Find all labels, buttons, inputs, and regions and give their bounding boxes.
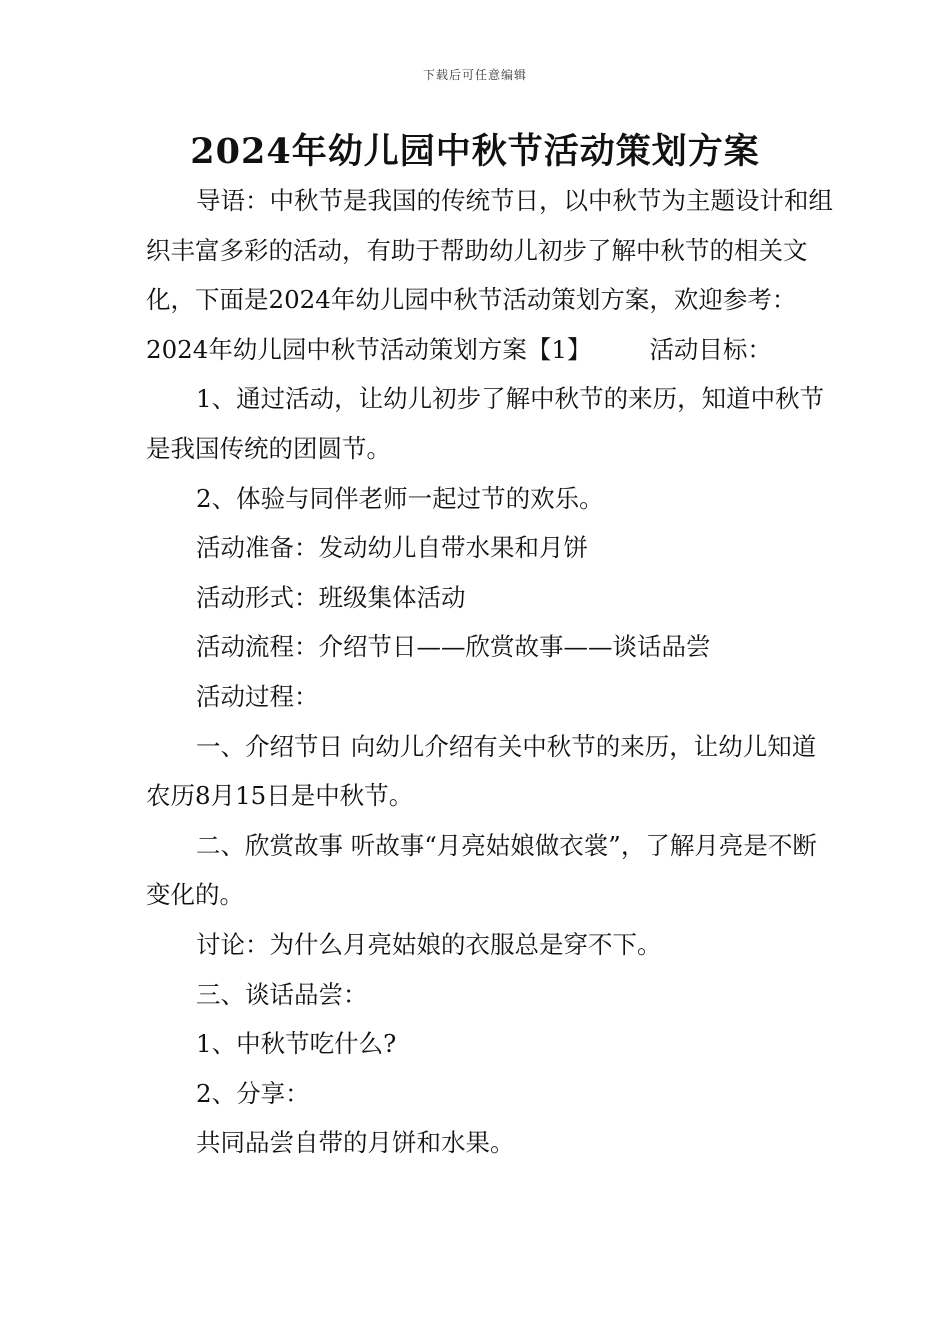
process-step-3: 三、谈话品尝： [196,979,368,1009]
closing-line: 共同品尝自带的月饼和水果。 [196,1128,515,1158]
goal-item-1: 1、通过活动，让幼儿初步了解中秋节的来历，知道中秋节是我国传统的团圆节。 [146,384,825,463]
goal-item-2: 2、体验与同伴老师一起过节的欢乐。 [196,483,604,513]
process-step-2: 二、欣赏故事 听故事“月亮姑娘做衣裳”，了解月亮是不断变化的。 [146,830,817,910]
process-step-1: 一、介绍节日 向幼儿介绍有关中秋节的来历，让幼儿知道农历8月15日是中秋节。 [146,731,817,811]
question-2: 2、分享： [196,1078,310,1108]
activity-process-label: 活动过程： [196,681,319,711]
activity-flow: 活动流程：介绍节日——欣赏故事——谈话品尝 [196,632,711,662]
document-body [146,176,836,1168]
goal-label: 活动目标： [649,334,772,364]
section-heading-line [146,325,836,375]
question-1: 1、中秋节吃什么? [196,1029,397,1059]
discussion-question: 讨论：为什么月亮姑娘的衣服总是穿不下。 [196,929,662,959]
header-note: 下载后可任意编辑 [422,68,527,82]
activity-preparation: 活动准备：发动幼儿自带水果和月饼 [196,533,588,563]
activity-form: 活动形式：班级集体活动 [196,582,466,612]
section-heading: 2024年幼儿园中秋节活动策划方案【1】 [146,334,592,364]
page-title: 2024年幼儿园中秋节活动策划方案 [190,131,760,172]
intro-paragraph: 导语：中秋节是我国的传统节日，以中秋节为主题设计和组织丰富多彩的活动，有助于帮助幼儿初步了解中秋节的相关文化，下面是2024年幼儿园中秋节活动策划方案，欢迎参考： [146,186,833,315]
